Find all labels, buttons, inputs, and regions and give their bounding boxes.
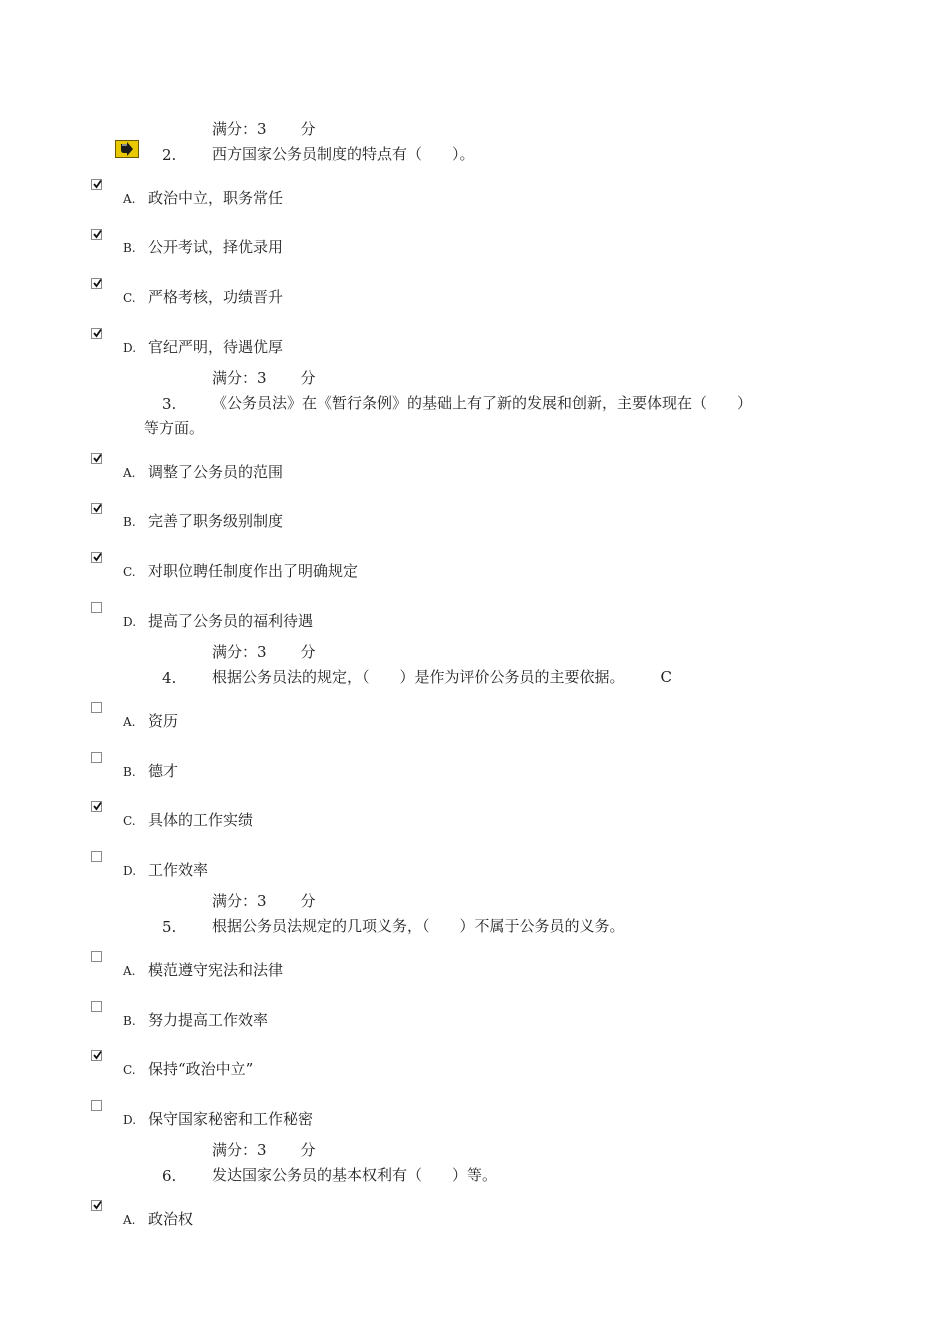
score-line: 满分：3 分	[212, 1141, 316, 1159]
checked-checkbox-icon	[92, 552, 103, 563]
checkbox-q2-b[interactable]	[91, 229, 102, 240]
option-q6-a: A. 政治权	[123, 1210, 194, 1228]
question-text: 西方国家公务员制度的特点有（ ）。	[212, 145, 475, 163]
question-number: 3.	[162, 395, 177, 413]
option-q2-c: C. 严格考核，功绩晋升	[123, 288, 284, 306]
checkbox-q4-d[interactable]	[91, 851, 102, 862]
checked-checkbox-icon	[92, 453, 103, 464]
option-q5-d: D. 保守国家秘密和工作秘密	[123, 1110, 314, 1128]
checkbox-q3-a[interactable]	[91, 453, 102, 464]
option-q3-c: C. 对职位聘任制度作出了明确规定	[123, 562, 359, 580]
score-line: 满分：3 分	[212, 892, 316, 910]
option-q5-b: B. 努力提高工作效率	[123, 1011, 269, 1029]
arrow-icon[interactable]	[115, 140, 139, 158]
option-q3-d: D. 提高了公务员的福利待遇	[123, 612, 314, 630]
checkbox-q3-c[interactable]	[91, 552, 102, 563]
checked-checkbox-icon	[92, 503, 103, 514]
checked-checkbox-icon	[92, 328, 103, 339]
question-text-line: 根据公务员法的规定，（ ）是作为评价公务员的主要依据。 C	[212, 668, 672, 686]
score-line: 满分：3 分	[212, 643, 316, 661]
option-q5-a: A. 模范遵守宪法和法律	[123, 961, 284, 979]
question-text: 发达国家公务员的基本权利有（ ）等。	[212, 1166, 498, 1184]
checkbox-q5-a[interactable]	[91, 951, 102, 962]
checked-checkbox-icon	[92, 1200, 103, 1211]
checkbox-q5-d[interactable]	[91, 1100, 102, 1111]
checkbox-q3-d[interactable]	[91, 602, 102, 613]
checkbox-q4-a[interactable]	[91, 702, 102, 713]
checked-checkbox-icon	[92, 179, 103, 190]
answer-note: C	[660, 668, 672, 686]
checkbox-q2-a[interactable]	[91, 179, 102, 190]
checked-checkbox-icon	[92, 278, 103, 289]
option-q4-d: D. 工作效率	[123, 861, 209, 879]
option-q4-c: C. 具体的工作实绩	[123, 811, 254, 829]
checked-checkbox-icon	[92, 229, 103, 240]
option-q3-b: B. 完善了职务级别制度	[123, 512, 284, 530]
question-number: 2.	[162, 146, 177, 164]
question-number: 5.	[162, 918, 177, 936]
checkbox-q2-d[interactable]	[91, 328, 102, 339]
option-q2-d: D. 官纪严明，待遇优厚	[123, 338, 284, 356]
score-line: 满分：3 分	[212, 120, 316, 138]
option-q5-c: C. 保持“政治中立”	[123, 1060, 254, 1078]
question-text: 《公务员法》在《暂行条例》的基础上有了新的发展和创新，主要体现在（ ）	[212, 394, 753, 412]
checkbox-q2-c[interactable]	[91, 278, 102, 289]
question-text-continued: 等方面。	[144, 419, 205, 437]
question-text: 根据公务员法规定的几项义务，（ ）不属于公务员的义务。	[212, 917, 625, 935]
question-number: 4.	[162, 669, 177, 687]
checkbox-q6-a[interactable]	[91, 1200, 102, 1211]
option-q2-a: A. 政治中立，职务常任	[123, 189, 284, 207]
option-q2-b: B. 公开考试，择优录用	[123, 238, 284, 256]
option-q4-a: A. 资历	[123, 712, 179, 730]
score-line: 满分：3 分	[212, 369, 316, 387]
checked-checkbox-icon	[92, 801, 103, 812]
question-number: 6.	[162, 1167, 177, 1185]
checkbox-q4-b[interactable]	[91, 752, 102, 763]
checkbox-q5-b[interactable]	[91, 1001, 102, 1012]
checkbox-q5-c[interactable]	[91, 1050, 102, 1061]
checked-checkbox-icon	[92, 1050, 103, 1061]
option-q3-a: A. 调整了公务员的范围	[123, 463, 284, 481]
checkbox-q4-c[interactable]	[91, 801, 102, 812]
checkbox-q3-b[interactable]	[91, 503, 102, 514]
option-q4-b: B. 德才	[123, 762, 179, 780]
